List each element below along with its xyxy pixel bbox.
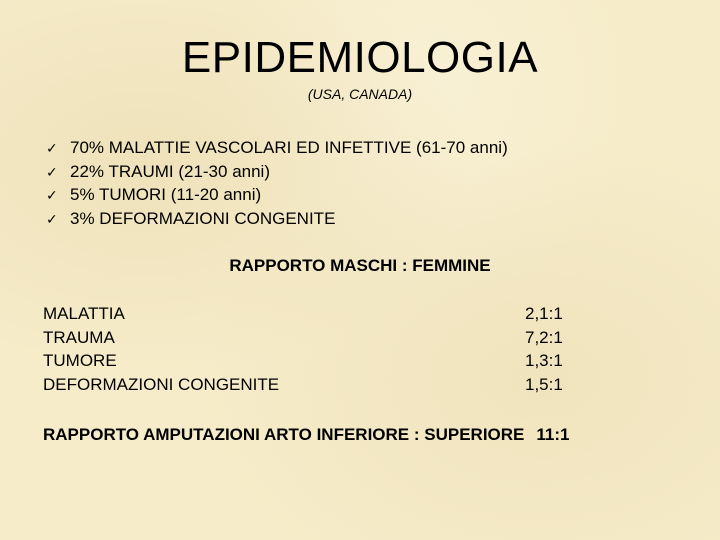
ratio-value: 2,1:1 bbox=[525, 304, 563, 323]
list-item-text: 70% MALATTIE VASCOLARI ED INFETTIVE (61-70 anni) bbox=[70, 138, 508, 157]
ratio-value: 7,2:1 bbox=[525, 327, 563, 347]
checkmark-icon: ✓ bbox=[46, 188, 58, 204]
checkmark-icon: ✓ bbox=[46, 164, 58, 181]
ratio-label: DEFORMAZIONI CONGENITE bbox=[43, 374, 280, 394]
subtitle-text: (USA, CANADA) bbox=[307, 86, 413, 102]
checkmark-icon: ✓ bbox=[46, 211, 58, 228]
ratio-value: 1,5:1 bbox=[525, 374, 563, 394]
list-item-text: 22% TRAUMI (21-30 anni) bbox=[70, 161, 270, 181]
sex-ratio-heading: RAPPORTO MASCHI : FEMMINE bbox=[229, 256, 491, 275]
table-row bbox=[43, 349, 603, 373]
slide-title: EPIDEMIOLOGIA bbox=[181, 33, 539, 82]
amputation-ratio bbox=[43, 424, 569, 446]
slide-subtitle bbox=[0, 85, 720, 103]
list-item-text: 5% TUMORI (11-20 anni) bbox=[70, 185, 262, 204]
statistics-list bbox=[46, 136, 508, 230]
list-item-text: 3% DEFORMAZIONI CONGENITE bbox=[70, 208, 336, 228]
ratio-label: TUMORE bbox=[43, 351, 117, 370]
table-row bbox=[43, 326, 603, 350]
ratio-label: MALATTIA bbox=[43, 304, 125, 323]
sex-ratio-table bbox=[43, 302, 603, 396]
checkmark-icon: ✓ bbox=[46, 141, 58, 157]
ratio-value: 1,3:1 bbox=[525, 351, 563, 370]
list-item bbox=[46, 183, 508, 207]
list-item bbox=[46, 207, 508, 231]
ratio-label: TRAUMA bbox=[43, 327, 115, 347]
list-item bbox=[46, 160, 508, 184]
amputation-ratio-label: RAPPORTO AMPUTAZIONI ARTO INFERIORE : SUPERIORE bbox=[43, 425, 525, 444]
amputation-ratio-value: 11:1 bbox=[536, 425, 570, 444]
table-row bbox=[43, 373, 603, 397]
table-row bbox=[43, 302, 603, 326]
list-item bbox=[46, 136, 508, 160]
